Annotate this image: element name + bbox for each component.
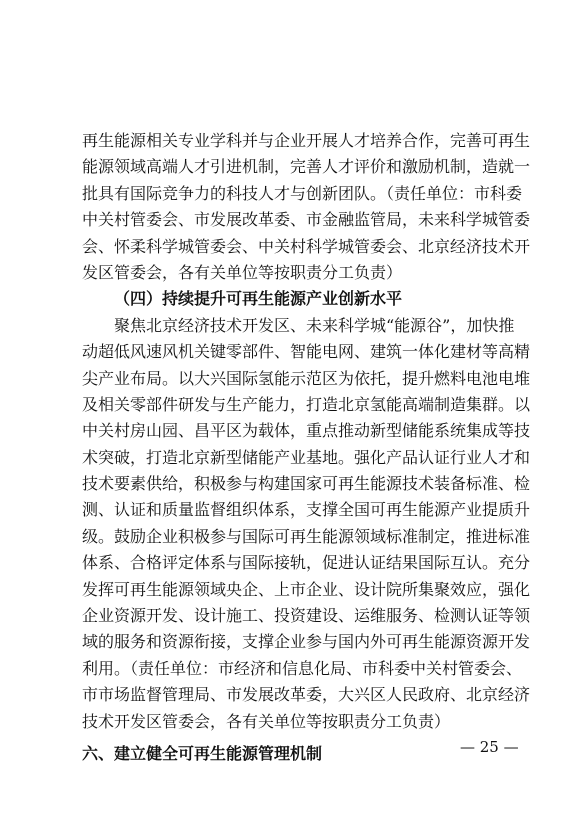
paragraph-talent-cooperation <box>82 128 531 286</box>
text-line: 域的服务和资源衔接，支撑企业参与国内外可再生能源资源开发 <box>82 632 531 652</box>
text-line: 利用。（责任单位：市经济和信息化局、市科委中关村管委会、 <box>82 658 523 678</box>
text-line: 发挥可再生能源领域央企、上市企业、设计院所集聚效应，强化 <box>82 579 531 599</box>
text-line: 再生能源相关专业学科并与企业开展人才培养合作，完善可再生 <box>82 131 531 150</box>
text-line: 中关村房山园、昌平区为载体，重点推动新型储能系统集成等技 <box>82 421 531 441</box>
text-line: 能源领域高端人才引进机制，完善人才评价和激励机制，造就一 <box>82 157 531 177</box>
text-line: 技术要素供给，积极参与构建国家可再生能源技术装备标准、检 <box>82 474 531 494</box>
text-line: 聚焦北京经济技术开发区、未来科学城“能源谷”，加快推 <box>114 315 515 335</box>
text-line: 技术开发区管委会，各有关单位等按职责分工负责） <box>82 711 451 731</box>
text-line: 级。鼓励企业积极参与国际可再生能源领域标准制定，推进标准 <box>82 526 531 546</box>
text-line: 批具有国际竞争力的科技人才与创新团队。（责任单位：市科委 <box>82 183 523 203</box>
text-line: 测、认证和质量监督组织体系，支撑全国可再生能源产业提质升 <box>82 500 531 520</box>
document-body <box>82 128 531 767</box>
subheading-industry-innovation: （四）持续提升可再生能源产业创新水平 <box>114 289 403 309</box>
text-line: 市市场监督管理局、市发展改革委，大兴区人民政府、北京经济 <box>82 685 531 705</box>
text-line: 中关村管委会、市发展改革委、市金融监管局，未来科学城管委 <box>82 210 531 230</box>
text-line: 体系、合格评定体系与国际接轨，促进认证结果国际互认。充分 <box>82 553 531 573</box>
text-line: 发区管委会，各有关单位等按职责分工负责） <box>82 262 403 282</box>
text-line: 及相关零部件研发与生产能力，打造北京氢能高端制造集群。以 <box>82 394 531 414</box>
text-line: 术突破，打造北京新型储能产业基地。强化产品认证行业人才和 <box>82 447 531 467</box>
text-line: 动超低风速风机关键零部件、智能电网、建筑一体化建材等高精 <box>82 342 531 362</box>
text-line: 会、怀柔科学城管委会、中关村科学城管委会、北京经济技术开 <box>82 236 531 256</box>
paragraph-industry-layout <box>82 313 531 735</box>
text-line: 尖产业布局。以大兴国际氢能示范区为依托，提升燃料电池电堆 <box>82 368 531 388</box>
page-number: — 25 — <box>460 738 519 756</box>
text-line: 企业资源开发、设计施工、投资建设、运维服务、检测认证等领 <box>82 606 531 626</box>
section-heading-management: 六、建立健全可再生能源管理机制 <box>82 743 323 763</box>
